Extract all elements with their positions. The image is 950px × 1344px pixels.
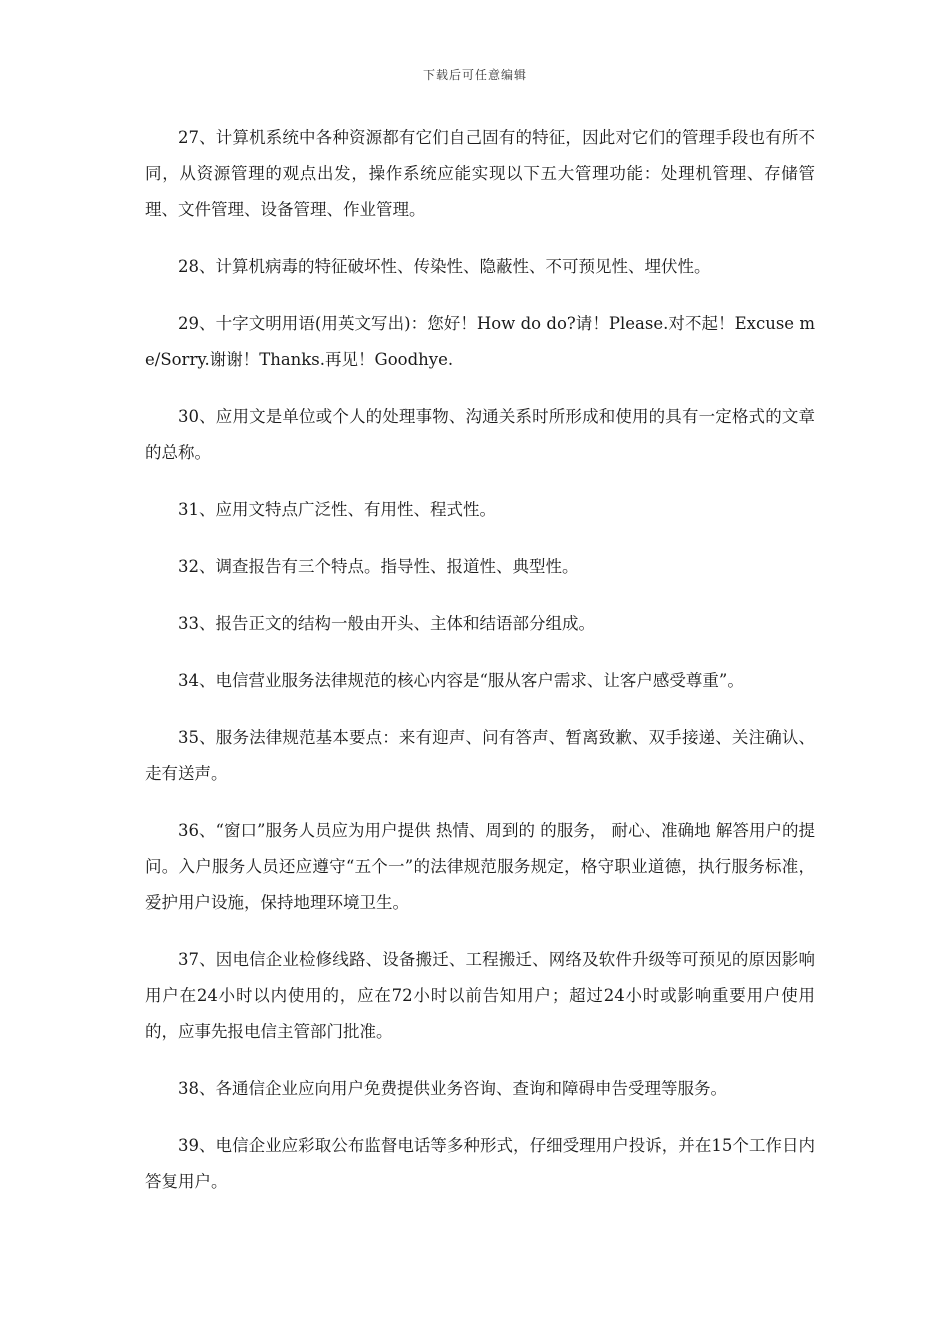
paragraph-30: 30、应用文是单位或个人的处理事物、沟通关系时所形成和使用的具有一定格式的文章的总称。	[145, 407, 815, 462]
paragraph-38: 38、各通信企业应向用户免费提供业务咨询、查询和障碍申告受理等服务。	[178, 1079, 727, 1098]
paragraph-34: 34、电信营业服务法律规范的核心内容是“服从客户需求、让客户感受尊重”。	[178, 671, 744, 690]
paragraph-28: 28、计算机病毒的特征破坏性、传染性、隐蔽性、不可预见性、埋伏性。	[178, 257, 711, 276]
paragraph-32: 32、调查报告有三个特点。指导性、报道性、典型性。	[178, 557, 579, 576]
page-header: 下载后可任意编辑	[422, 68, 527, 82]
document-body	[145, 120, 815, 1221]
paragraph-29: 29、十字文明用语(用英文写出)：您好！How do do?请！Please.对不起！Excuse me/Sorry.谢谢！Thanks.再见！Goodhye.	[145, 314, 815, 369]
paragraph-37: 37、因电信企业检修线路、设备搬迁、工程搬迁、网络及软件升级等可预见的原因影响用户在24小时以内使用的，应在72小时以前告知用户；超过24小时或影响重要用户使用的，应事先报电信主管部门批准。	[145, 950, 815, 1041]
paragraph-33: 33、报告正文的结构一般由开头、主体和结语部分组成。	[178, 614, 595, 633]
paragraph-31: 31、应用文特点广泛性、有用性、程式性。	[178, 500, 496, 519]
paragraph-35: 35、服务法律规范基本要点：来有迎声、问有答声、暂离致歉、双手接递、关注确认、走有送声。	[145, 728, 815, 783]
paragraph-36: 36、“窗口”服务人员应为用户提供 热情、周到的 的服务， 耐心、准确地 解答用户的提问。入户服务人员还应遵守“五个一”的法律规范服务规定，格守职业道德，执行服务标准，爱护用户设施，保持地理环境卫生。	[145, 821, 815, 912]
paragraph-39: 39、电信企业应彩取公布监督电话等多种形式，仔细受理用户投诉，并在15个工作日内答复用户。	[145, 1136, 815, 1191]
paragraph-27: 27、计算机系统中各种资源都有它们自己固有的特征，因此对它们的管理手段也有所不同，从资源管理的观点出发，操作系统应能实现以下五大管理功能：处理机管理、存储管理、文件管理、设备管理、作业管理。	[145, 128, 815, 219]
